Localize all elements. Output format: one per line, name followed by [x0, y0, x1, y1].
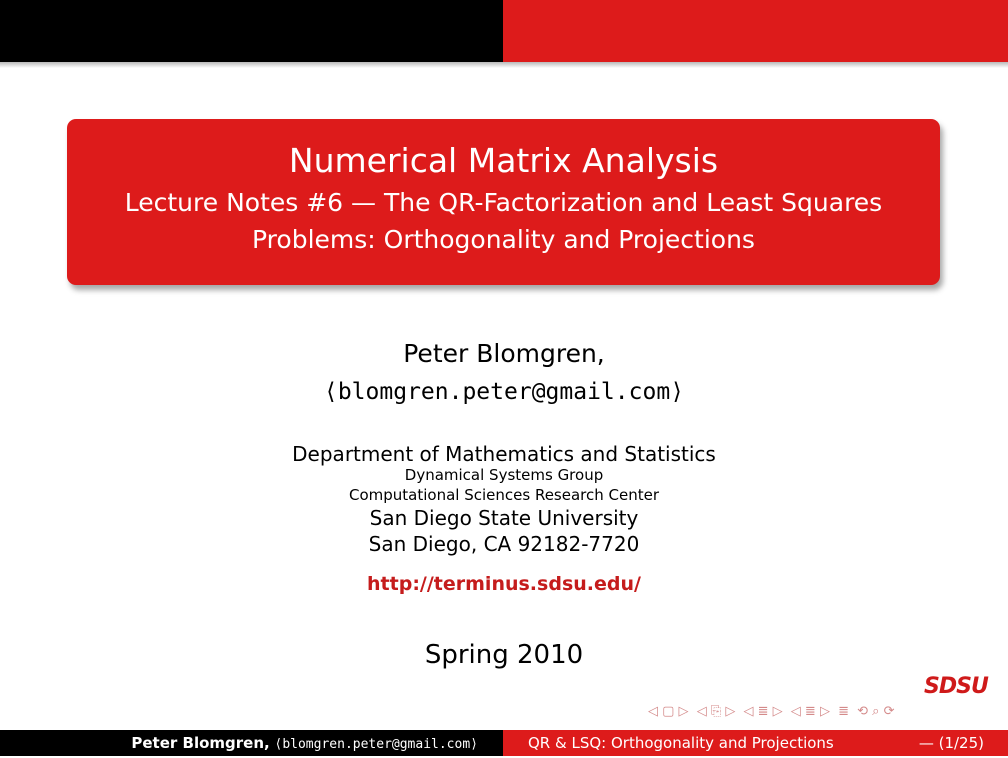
- subtitle-line-2: Problems: Orthogonality and Projections: [252, 225, 755, 254]
- logo-text: SDSU: [924, 674, 988, 699]
- footer-author-block: [131, 730, 478, 758]
- section-nav-icon[interactable]: ◁ ≣ ▷: [743, 704, 783, 719]
- frame-nav-icon[interactable]: ◁ ▢ ▷: [648, 704, 689, 719]
- presentation-subtitle: [67, 184, 940, 258]
- title-box: [67, 119, 940, 285]
- department: Department of Mathematics and Statistics: [292, 442, 716, 466]
- header-left-panel: [0, 0, 503, 62]
- presentation-date: Spring 2010: [424, 640, 584, 670]
- presentation-title: Numerical Matrix Analysis: [288, 141, 719, 180]
- author-name: Peter Blomgren,: [403, 339, 605, 368]
- header-bar: [0, 0, 1008, 62]
- footer-email: ⟨blomgren.peter@gmail.com⟩: [274, 737, 478, 752]
- header-right-panel: [503, 0, 1008, 62]
- sdsu-logo: [924, 674, 1000, 700]
- footer-short-title: QR & LSQ: Orthogonality and Projections: [528, 734, 834, 752]
- city-address: San Diego, CA 92182-7720: [368, 532, 640, 556]
- author-email: ⟨blomgren.peter@gmail.com⟩: [323, 379, 685, 405]
- footer-left-panel: [0, 730, 503, 756]
- search-nav-icon[interactable]: ⟲ ⌕ ⟳: [857, 704, 895, 719]
- footer-author: Peter Blomgren,: [131, 734, 270, 752]
- subsection-nav-icon[interactable]: ◁ ⎘ ▷: [696, 704, 736, 719]
- research-group: Dynamical Systems Group: [404, 466, 604, 484]
- footer-page-number: — (1/25): [918, 734, 984, 752]
- document-nav-icon[interactable]: ≣: [838, 704, 849, 719]
- footer-right-panel: [503, 730, 1008, 756]
- research-center: Computational Sciences Research Center: [348, 486, 659, 504]
- website-link[interactable]: http://terminus.sdsu.edu/: [367, 573, 641, 595]
- subsection-list-nav-icon[interactable]: ◁ ≣ ▷: [790, 704, 830, 719]
- subtitle-line-1: Lecture Notes #6 — The QR-Factorization and Least Squares: [124, 188, 883, 217]
- footer-bar: [0, 730, 1008, 756]
- university: San Diego State University: [369, 506, 639, 530]
- beamer-navigation-symbols: [648, 702, 1000, 722]
- header-shadow: [0, 62, 1008, 68]
